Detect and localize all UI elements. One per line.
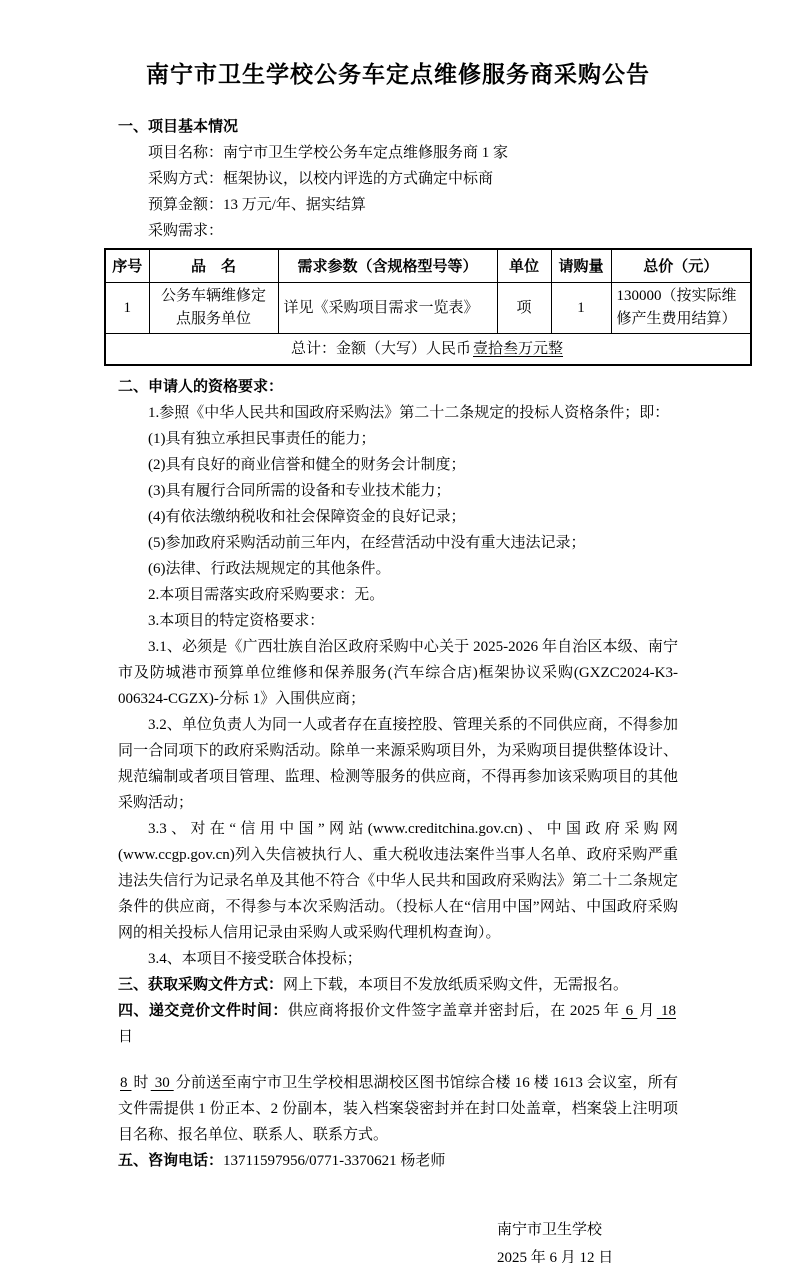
section-submission-time — [118, 998, 678, 1050]
qualification-item: (5)参加政府采购活动前三年内，在经营活动中没有重大违法记录； — [148, 535, 586, 551]
section2-heading: 二、申请人的资格要求： — [118, 378, 284, 395]
procurement-method-line: 采购方式：框架协议，以校内评选的方式确定中标商 — [148, 171, 494, 187]
signature-date: 2025 年 6 月 12 日 — [497, 1250, 614, 1263]
section3-label: 三、获取采购文件方式： — [118, 976, 284, 993]
qualification-item: (2)具有良好的商业信誉和健全的财务会计制度； — [148, 457, 466, 473]
qualification-item: 3.1、必须是《广西壮族自治区政府采购中心关于 2025-2026 年自治区本级、南宁市及防城港市预算单位维修和保养服务(汽车综合店)框架协议采购(GXZC2024-K3-006324-CGZX)-分标 1》入围供应商； — [118, 639, 678, 707]
qualification-item: 3.3、对在“信用中国”网站(www.creditchina.gov.cn)、中国政府采购网(www.ccgp.gov.cn)列入失信被执行人、重大税收违法案件当事人名单、政府采购严重违法失信行为记录名单及其他不符合《中华人民共和国政府采购法》第二十二条规定条件的供应商，不得参与本次采购活动。（投标人在“信用中国”网站、中国政府采购网的相关投标人信用记录由采购人或采购代理机构查询）。 — [118, 821, 678, 941]
section5-text: 13711597956/0771-3370621 杨老师 — [223, 1153, 446, 1169]
col-header-total-price: 总价（元） — [611, 249, 751, 283]
cell-total-price: 130000（按实际维修产生费用结算） — [611, 283, 751, 334]
qualification-item: 3.本项目的特定资格要求： — [148, 613, 325, 629]
cell-params: 详见《采购项目需求一览表》 — [278, 283, 497, 334]
col-header-params: 需求参数（含规格型号等） — [278, 249, 497, 283]
qualification-item: (1)具有独立承担民事责任的能力； — [148, 431, 376, 447]
section-contact-phone — [118, 1148, 678, 1174]
signature-block — [497, 1216, 678, 1263]
blank-day: 18 — [656, 1003, 676, 1019]
section4-label: 四、递交竞价文件时间： — [118, 1002, 288, 1019]
cell-unit: 项 — [497, 283, 551, 334]
cell-qty: 1 — [551, 283, 611, 334]
page-title: 南宁市卫生学校公务车定点维修服务商采购公告 — [146, 61, 650, 87]
section3-text: 网上下载，本项目不发放纸质采购文件，无需报名。 — [283, 977, 629, 993]
qualification-item: 2.本项目需落实政府采购要求：无。 — [148, 587, 385, 603]
signature-org: 南宁市卫生学校 — [497, 1222, 603, 1238]
demand-label-line: 采购需求： — [148, 223, 224, 239]
budget-line: 预算金额：13 万元/年、据实结算 — [148, 197, 366, 213]
section-submission-time-continued — [118, 1070, 678, 1148]
total-cell — [105, 334, 751, 366]
qualification-item: 1.参照《中华人民共和国政府采购法》第二十二条规定的投标人资格条件；即： — [148, 405, 670, 421]
col-header-qty: 请购量 — [551, 249, 611, 283]
table-header-row — [105, 249, 751, 283]
procurement-requirements-table — [104, 248, 752, 366]
section4-text-3: 日 — [118, 1029, 134, 1045]
qualification-item: 3.2、单位负责人为同一人或者存在直接控股、管理关系的不同供应商，不得参加同一合同项下的政府采购活动。除单一来源采购项目外，为采购项目提供整体设计、规范编制或者项目管理、监理、检测等服务的供应商，不得再参加该采购项目的其他采购活动； — [118, 717, 678, 811]
col-header-seq: 序号 — [105, 249, 149, 283]
blank-minute: 30 — [150, 1075, 174, 1091]
col-header-item-name: 品 名 — [149, 249, 278, 283]
section4-text-5: 分前送至南宁市卫生学校相思湖校区图书馆综合楼 16 楼 1613 会议室，所有文件需提供 1 份正本、2 份副本，装入档案袋密封并在封口处盖章，档案袋上注明项目名称、报名单位、联系人、联系方式。 — [118, 1075, 678, 1143]
section-qualifications — [118, 374, 678, 972]
col-header-unit: 单位 — [497, 249, 551, 283]
project-name-line: 项目名称：南宁市卫生学校公务车定点维修服务商 1 家 — [148, 145, 509, 161]
section4-text-1: 供应商将报价文件签字盖章并密封后，在 2025 年 — [287, 1003, 620, 1019]
section-basic-info — [118, 114, 678, 244]
qualification-item: 3.4、本项目不接受联合体投标； — [148, 951, 362, 967]
total-prefix: 总计：金额（大写）人民币 — [290, 340, 471, 357]
section4-text-2: 月 — [639, 1003, 655, 1019]
cell-seq: 1 — [105, 283, 149, 334]
table-total-row — [105, 334, 751, 366]
qualification-item: (4)有依法缴纳税收和社会保障资金的良好记录； — [148, 509, 466, 525]
cell-item-name: 公务车辆维修定点服务单位 — [149, 283, 278, 334]
section5-label: 五、咨询电话： — [118, 1152, 224, 1169]
blank-hour: 8 — [120, 1075, 132, 1091]
section1-heading: 一、项目基本情况 — [118, 118, 239, 135]
table-row — [105, 283, 751, 334]
qualification-item: (6)法律、行政法规规定的其他条件。 — [148, 561, 391, 577]
qualification-item: (3)具有履行合同所需的设备和专业技术能力； — [148, 483, 451, 499]
blank-month: 6 — [621, 1003, 638, 1019]
section-obtain-documents — [118, 972, 678, 998]
total-amount-underlined: 壹拾叁万元整 — [473, 340, 564, 357]
section4-text-4: 时 — [133, 1075, 149, 1091]
